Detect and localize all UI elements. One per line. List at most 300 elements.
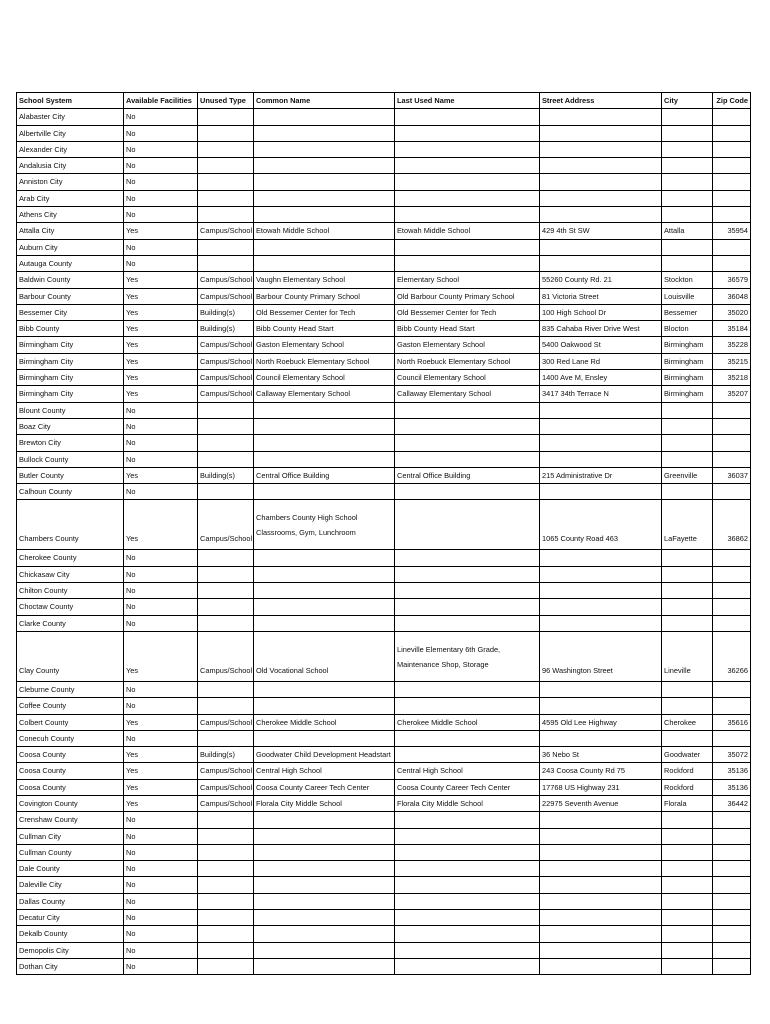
cell-available-facilities: No (124, 730, 198, 746)
cell-last-used-name (395, 926, 540, 942)
table-row (17, 844, 751, 860)
cell-city (662, 861, 713, 877)
cell-common-name: Central Office Building (254, 467, 395, 483)
cell-street-address: 215 Administrative Dr (540, 467, 662, 483)
table-row (17, 353, 751, 369)
cell-unused-type (198, 958, 254, 974)
cell-unused-type: Campus/School (198, 500, 254, 550)
table-row (17, 174, 751, 190)
cell-unused-type (198, 158, 254, 174)
table-row (17, 958, 751, 974)
cell-city (662, 158, 713, 174)
header-city: City (662, 93, 713, 109)
cell-street-address (540, 730, 662, 746)
cell-zip-code: 35228 (713, 337, 751, 353)
cell-city: Birmingham (662, 337, 713, 353)
cell-city: Greenville (662, 467, 713, 483)
cell-street-address: 243 Coosa County Rd 75 (540, 763, 662, 779)
cell-common-name: Council Elementary School (254, 370, 395, 386)
cell-common-name (254, 190, 395, 206)
cell-city (662, 190, 713, 206)
cell-zip-code (713, 418, 751, 434)
cell-street-address (540, 893, 662, 909)
table-row (17, 451, 751, 467)
cell-available-facilities: No (124, 402, 198, 418)
cell-street-address (540, 158, 662, 174)
cell-available-facilities: Yes (124, 747, 198, 763)
cell-zip-code (713, 550, 751, 566)
cell-available-facilities: Yes (124, 467, 198, 483)
cell-city (662, 599, 713, 615)
cell-city (662, 239, 713, 255)
cell-unused-type (198, 418, 254, 434)
cell-city: Lineville (662, 631, 713, 681)
cell-unused-type (198, 484, 254, 500)
cell-last-used-name (395, 435, 540, 451)
cell-zip-code: 35218 (713, 370, 751, 386)
table-row (17, 926, 751, 942)
cell-available-facilities: No (124, 893, 198, 909)
cell-common-name (254, 893, 395, 909)
cell-city (662, 566, 713, 582)
cell-school-system: Daleville City (17, 877, 124, 893)
cell-last-used-name (395, 828, 540, 844)
cell-available-facilities: No (124, 926, 198, 942)
cell-city (662, 958, 713, 974)
cell-last-used-name (395, 812, 540, 828)
table-row (17, 812, 751, 828)
cell-common-name: Chambers County High School Classrooms, Gym, Lunchroom (254, 500, 395, 550)
cell-last-used-name (395, 615, 540, 631)
cell-available-facilities: No (124, 484, 198, 500)
cell-unused-type (198, 877, 254, 893)
cell-last-used-name: Gaston Elementary School (395, 337, 540, 353)
cell-common-name: Gaston Elementary School (254, 337, 395, 353)
cell-last-used-name (395, 958, 540, 974)
table-row (17, 158, 751, 174)
cell-street-address (540, 435, 662, 451)
cell-common-name (254, 812, 395, 828)
table-body (17, 93, 751, 975)
cell-common-name: Vaughn Elementary School (254, 272, 395, 288)
cell-unused-type (198, 255, 254, 271)
cell-last-used-name: Etowah Middle School (395, 223, 540, 239)
header-unused-type: Unused Type (198, 93, 254, 109)
cell-zip-code: 36266 (713, 631, 751, 681)
cell-school-system: Barbour County (17, 288, 124, 304)
cell-unused-type: Campus/School (198, 337, 254, 353)
cell-unused-type (198, 812, 254, 828)
cell-common-name (254, 698, 395, 714)
table-row (17, 599, 751, 615)
cell-common-name (254, 141, 395, 157)
cell-available-facilities: No (124, 550, 198, 566)
cell-available-facilities: Yes (124, 795, 198, 811)
cell-street-address: 5400 Oakwood St (540, 337, 662, 353)
header-school-system: School System (17, 93, 124, 109)
cell-available-facilities: No (124, 877, 198, 893)
cell-zip-code: 36442 (713, 795, 751, 811)
cell-common-name: Old Vocational School (254, 631, 395, 681)
cell-street-address (540, 681, 662, 697)
cell-city: Blocton (662, 321, 713, 337)
cell-school-system: Blount County (17, 402, 124, 418)
table-row (17, 828, 751, 844)
cell-unused-type: Campus/School (198, 795, 254, 811)
cell-last-used-name (395, 583, 540, 599)
cell-zip-code (713, 877, 751, 893)
cell-unused-type: Campus/School (198, 631, 254, 681)
cell-school-system: Dekalb County (17, 926, 124, 942)
cell-street-address (540, 125, 662, 141)
cell-last-used-name: Old Barbour County Primary School (395, 288, 540, 304)
cell-available-facilities: Yes (124, 288, 198, 304)
cell-last-used-name (395, 402, 540, 418)
cell-zip-code (713, 109, 751, 125)
cell-common-name: Central High School (254, 763, 395, 779)
cell-common-name (254, 109, 395, 125)
cell-common-name (254, 566, 395, 582)
cell-common-name (254, 861, 395, 877)
cell-city (662, 615, 713, 631)
cell-street-address (540, 844, 662, 860)
cell-last-used-name (395, 861, 540, 877)
table-row (17, 698, 751, 714)
cell-city: Bessemer (662, 304, 713, 320)
cell-zip-code (713, 566, 751, 582)
cell-unused-type (198, 435, 254, 451)
cell-school-system: Autauga County (17, 255, 124, 271)
cell-city: Cherokee (662, 714, 713, 730)
cell-available-facilities: No (124, 451, 198, 467)
cell-available-facilities: Yes (124, 763, 198, 779)
cell-street-address (540, 615, 662, 631)
cell-zip-code (713, 958, 751, 974)
cell-last-used-name (395, 484, 540, 500)
cell-available-facilities: No (124, 190, 198, 206)
cell-street-address (540, 566, 662, 582)
cell-available-facilities: No (124, 125, 198, 141)
cell-city (662, 910, 713, 926)
cell-zip-code (713, 893, 751, 909)
table-row (17, 467, 751, 483)
cell-available-facilities: No (124, 828, 198, 844)
cell-available-facilities: Yes (124, 386, 198, 402)
table-row (17, 714, 751, 730)
cell-available-facilities: No (124, 615, 198, 631)
cell-school-system: Attalla City (17, 223, 124, 239)
cell-last-used-name: Old Bessemer Center for Tech (395, 304, 540, 320)
cell-zip-code (713, 239, 751, 255)
cell-available-facilities: No (124, 861, 198, 877)
facilities-table (16, 92, 751, 975)
table-row (17, 109, 751, 125)
cell-street-address (540, 174, 662, 190)
cell-city: Louisville (662, 288, 713, 304)
cell-school-system: Alabaster City (17, 109, 124, 125)
table-row (17, 402, 751, 418)
cell-common-name (254, 599, 395, 615)
cell-street-address (540, 828, 662, 844)
table-row (17, 321, 751, 337)
table-row (17, 207, 751, 223)
cell-last-used-name (395, 190, 540, 206)
cell-city (662, 402, 713, 418)
cell-last-used-name (395, 125, 540, 141)
table-row (17, 795, 751, 811)
cell-unused-type: Campus/School (198, 779, 254, 795)
table-row (17, 255, 751, 271)
cell-street-address (540, 942, 662, 958)
cell-available-facilities: No (124, 910, 198, 926)
cell-school-system: Chickasaw City (17, 566, 124, 582)
cell-last-used-name (395, 942, 540, 958)
cell-unused-type (198, 109, 254, 125)
table-row (17, 190, 751, 206)
cell-last-used-name (395, 500, 540, 550)
cell-unused-type (198, 174, 254, 190)
cell-street-address (540, 877, 662, 893)
cell-school-system: Coosa County (17, 779, 124, 795)
cell-street-address (540, 958, 662, 974)
cell-street-address: 17768 US Highway 231 (540, 779, 662, 795)
cell-unused-type (198, 861, 254, 877)
cell-city (662, 942, 713, 958)
cell-school-system: Bullock County (17, 451, 124, 467)
cell-school-system: Birmingham City (17, 337, 124, 353)
cell-street-address (540, 207, 662, 223)
cell-city: Attalla (662, 223, 713, 239)
cell-zip-code: 36037 (713, 467, 751, 483)
cell-city: Florala (662, 795, 713, 811)
table-row (17, 550, 751, 566)
cell-street-address (540, 141, 662, 157)
cell-common-name (254, 550, 395, 566)
cell-common-name: Cherokee Middle School (254, 714, 395, 730)
cell-zip-code (713, 828, 751, 844)
table-row (17, 370, 751, 386)
cell-zip-code (713, 615, 751, 631)
cell-school-system: Andalusia City (17, 158, 124, 174)
table-row (17, 877, 751, 893)
cell-common-name (254, 910, 395, 926)
cell-common-name (254, 207, 395, 223)
cell-unused-type (198, 698, 254, 714)
cell-unused-type: Campus/School (198, 223, 254, 239)
cell-unused-type: Campus/School (198, 370, 254, 386)
table-row (17, 861, 751, 877)
cell-available-facilities: Yes (124, 500, 198, 550)
cell-unused-type (198, 615, 254, 631)
cell-zip-code (713, 174, 751, 190)
cell-last-used-name (395, 550, 540, 566)
cell-unused-type (198, 125, 254, 141)
cell-unused-type: Campus/School (198, 714, 254, 730)
cell-available-facilities: Yes (124, 223, 198, 239)
cell-available-facilities: No (124, 583, 198, 599)
cell-common-name: North Roebuck Elementary School (254, 353, 395, 369)
table-row (17, 272, 751, 288)
cell-zip-code: 35207 (713, 386, 751, 402)
cell-last-used-name: Callaway Elementary School (395, 386, 540, 402)
table-row (17, 763, 751, 779)
cell-school-system: Cherokee County (17, 550, 124, 566)
cell-street-address: 1065 County Road 463 (540, 500, 662, 550)
cell-school-system: Boaz City (17, 418, 124, 434)
cell-unused-type: Campus/School (198, 272, 254, 288)
cell-available-facilities: No (124, 174, 198, 190)
table-row (17, 942, 751, 958)
cell-unused-type (198, 402, 254, 418)
cell-available-facilities: No (124, 566, 198, 582)
cell-city (662, 109, 713, 125)
cell-zip-code (713, 910, 751, 926)
cell-last-used-name: Central High School (395, 763, 540, 779)
cell-available-facilities: No (124, 255, 198, 271)
cell-school-system: Coosa County (17, 763, 124, 779)
table-row (17, 747, 751, 763)
header-common-name: Common Name (254, 93, 395, 109)
cell-common-name (254, 958, 395, 974)
cell-last-used-name (395, 599, 540, 615)
cell-unused-type (198, 942, 254, 958)
cell-street-address (540, 239, 662, 255)
cell-school-system: Brewton City (17, 435, 124, 451)
header-zip-code: Zip Code (713, 93, 751, 109)
cell-street-address: 81 Victoria Street (540, 288, 662, 304)
cell-city (662, 583, 713, 599)
cell-street-address: 96 Washington Street (540, 631, 662, 681)
cell-unused-type: Building(s) (198, 321, 254, 337)
cell-zip-code (713, 698, 751, 714)
cell-city (662, 812, 713, 828)
cell-zip-code: 35136 (713, 779, 751, 795)
cell-unused-type (198, 207, 254, 223)
cell-zip-code (713, 599, 751, 615)
cell-unused-type (198, 910, 254, 926)
header-street-address: Street Address (540, 93, 662, 109)
cell-zip-code (713, 861, 751, 877)
cell-available-facilities: No (124, 239, 198, 255)
cell-street-address (540, 550, 662, 566)
table-row (17, 141, 751, 157)
cell-available-facilities: Yes (124, 370, 198, 386)
cell-city (662, 926, 713, 942)
cell-school-system: Bibb County (17, 321, 124, 337)
cell-city (662, 828, 713, 844)
cell-school-system: Crenshaw County (17, 812, 124, 828)
cell-zip-code (713, 681, 751, 697)
header-row (17, 93, 751, 109)
cell-last-used-name (395, 255, 540, 271)
cell-common-name (254, 942, 395, 958)
cell-common-name (254, 844, 395, 860)
cell-unused-type: Campus/School (198, 353, 254, 369)
table-row (17, 631, 751, 681)
cell-street-address (540, 484, 662, 500)
cell-street-address (540, 599, 662, 615)
cell-school-system: Coffee County (17, 698, 124, 714)
cell-last-used-name: Council Elementary School (395, 370, 540, 386)
cell-common-name: Etowah Middle School (254, 223, 395, 239)
cell-street-address: 36 Nebo St (540, 747, 662, 763)
cell-street-address: 835 Cahaba River Drive West (540, 321, 662, 337)
cell-city: Birmingham (662, 386, 713, 402)
cell-city (662, 435, 713, 451)
cell-zip-code (713, 158, 751, 174)
cell-city: Birmingham (662, 353, 713, 369)
cell-zip-code (713, 141, 751, 157)
cell-available-facilities: No (124, 844, 198, 860)
table-row (17, 681, 751, 697)
cell-last-used-name (395, 451, 540, 467)
cell-street-address: 55260 County Rd. 21 (540, 272, 662, 288)
cell-zip-code: 36048 (713, 288, 751, 304)
cell-school-system: Decatur City (17, 910, 124, 926)
table-row (17, 893, 751, 909)
cell-city (662, 893, 713, 909)
cell-available-facilities: No (124, 158, 198, 174)
cell-city (662, 207, 713, 223)
cell-last-used-name (395, 418, 540, 434)
cell-school-system: Chambers County (17, 500, 124, 550)
cell-school-system: Baldwin County (17, 272, 124, 288)
cell-school-system: Butler County (17, 467, 124, 483)
cell-school-system: Arab City (17, 190, 124, 206)
cell-common-name (254, 255, 395, 271)
table-row (17, 418, 751, 434)
cell-last-used-name (395, 877, 540, 893)
cell-common-name: Coosa County Career Tech Center (254, 779, 395, 795)
cell-school-system: Athens City (17, 207, 124, 223)
cell-available-facilities: No (124, 681, 198, 697)
cell-school-system: Conecuh County (17, 730, 124, 746)
cell-city: Rockford (662, 779, 713, 795)
cell-city (662, 698, 713, 714)
cell-last-used-name (395, 910, 540, 926)
cell-common-name (254, 681, 395, 697)
cell-common-name (254, 583, 395, 599)
cell-school-system: Auburn City (17, 239, 124, 255)
cell-school-system: Calhoun County (17, 484, 124, 500)
cell-common-name (254, 484, 395, 500)
cell-city: Rockford (662, 763, 713, 779)
cell-last-used-name: Coosa County Career Tech Center (395, 779, 540, 795)
cell-city (662, 174, 713, 190)
cell-school-system: Birmingham City (17, 353, 124, 369)
cell-available-facilities: No (124, 141, 198, 157)
cell-city (662, 877, 713, 893)
cell-common-name: Old Bessemer Center for Tech (254, 304, 395, 320)
cell-school-system: Birmingham City (17, 370, 124, 386)
cell-city: Goodwater (662, 747, 713, 763)
cell-zip-code: 35020 (713, 304, 751, 320)
cell-last-used-name (395, 681, 540, 697)
cell-available-facilities: Yes (124, 337, 198, 353)
cell-street-address (540, 926, 662, 942)
cell-zip-code (713, 844, 751, 860)
cell-zip-code (713, 190, 751, 206)
cell-unused-type: Campus/School (198, 288, 254, 304)
cell-last-used-name (395, 158, 540, 174)
cell-common-name (254, 418, 395, 434)
cell-city: Stockton (662, 272, 713, 288)
cell-last-used-name (395, 566, 540, 582)
cell-school-system: Coosa County (17, 747, 124, 763)
cell-street-address (540, 109, 662, 125)
table-row (17, 288, 751, 304)
cell-unused-type (198, 844, 254, 860)
